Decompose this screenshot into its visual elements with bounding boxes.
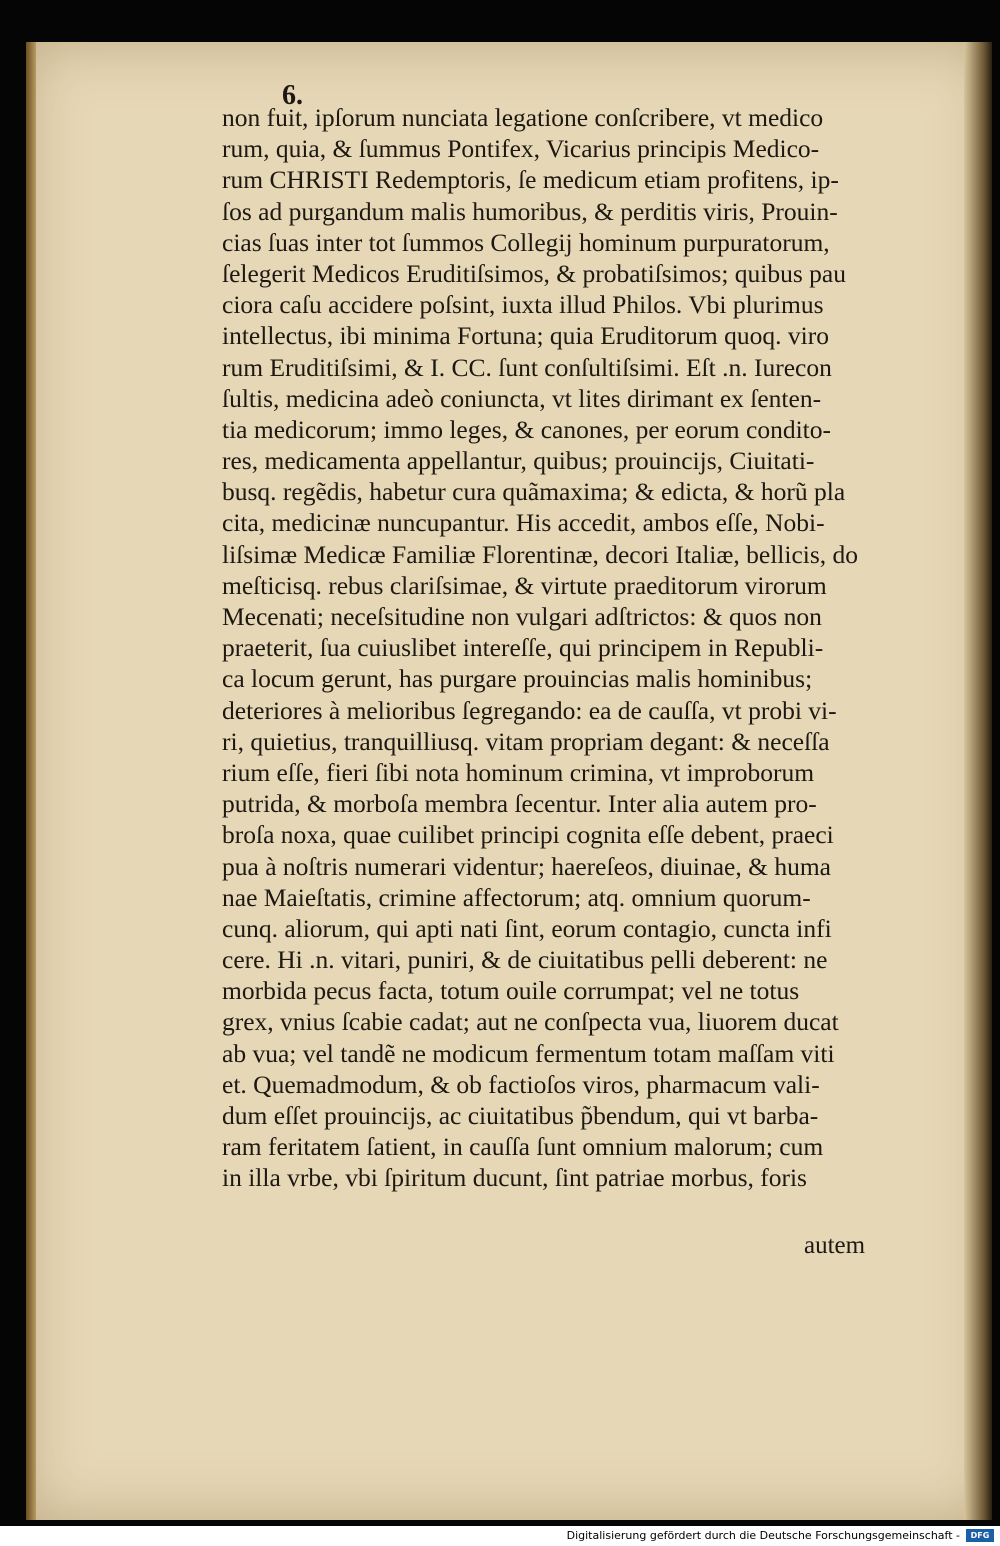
- text-line: et. Quemadmodum, & ob factioſos viros, pharmacum vali-: [222, 1069, 820, 1099]
- text-line: nae Maieſtatis, crimine affectorum; atq. omnium quorum-: [222, 882, 811, 912]
- text-line: cere. Hi .n. vitari, puniri, & de ciuitatibus pelli deberent: ne: [222, 945, 828, 975]
- text-line: ab vua; vel tandẽ ne modicum fermentum totam maſſam viti: [222, 1038, 835, 1068]
- catchword: autem: [804, 1232, 866, 1259]
- text-line: Mecenati; neceſsitudine non vulgari adſtrictos: & quos non: [222, 602, 822, 631]
- body-text: [222, 102, 942, 1194]
- text-line: putrida, & morboſa membra ſecentur. Inter alia autem pro-: [222, 789, 817, 819]
- text-line: ſultis, medicina adeò coniuncta, vt lites dirimant ex ſenten-: [222, 383, 822, 413]
- page-right-edge: [964, 42, 992, 1520]
- footer-bar: [0, 1526, 1000, 1546]
- text-line: meſticisq. rebus clariſsimae, & virtute praeditorum virorum: [222, 570, 827, 600]
- footer-credit: Digitalisierung gefördert durch die Deutsche Forschungsgemeinschaft -: [566, 1529, 960, 1542]
- text-line: rum Eruditiſsimi, & I. CC. ſunt conſultiſsimi. Eſt .n. Iurecon: [222, 352, 832, 382]
- text-line: ca locum gerunt, has purgare prouincias malis hominibus;: [222, 664, 813, 694]
- text-line: liſsimæ Medicæ Familiæ Florentinæ, decori Italiæ, bellicis, do: [222, 539, 859, 569]
- text-line: praeterit, ſua cuiuslibet intereſſe, qui principem in Republi-: [222, 633, 824, 663]
- text-line: rum, quia, & ſummus Pontifex, Vicarius principis Medico-: [222, 134, 820, 164]
- text-line: ſos ad purgandum malis humoribus, & perditis viris, Prouin-: [222, 196, 838, 226]
- text-line: ciora caſu accidere poſsint, iuxta illud Philos. Vbi plurimus: [222, 290, 824, 320]
- text-line: rum CHRISTI Redemptoris, ſe medicum etiam profitens, ip-: [222, 165, 839, 195]
- text-line: non fuit, ipſorum nunciata legatione conſcribere, vt medico: [222, 103, 824, 132]
- text-line: broſa noxa, quae cuilibet principi cognita eſſe debent, praeci: [222, 820, 834, 850]
- text-line: in illa vrbe, vbi ſpiritum ducunt, ſint patriae morbus, foris: [222, 1163, 807, 1193]
- text-line: cunq. aliorum, qui apti nati ſint, eorum contagio, cuncta infi: [222, 913, 832, 943]
- text-line: ſelegerit Medicos Eruditiſsimos, & probatiſsimos; quibus pau: [222, 258, 846, 288]
- text-line: cias ſuas inter tot ſummos Collegij hominum purpuratorum,: [222, 227, 830, 257]
- dfg-logo: DFG: [966, 1529, 994, 1542]
- text-line: dum eſſet prouincijs, ac ciuitatibus p̃bendum, qui vt barba-: [222, 1101, 819, 1130]
- text-line: deteriores à melioribus ſegregando: ea de cauſſa, vt probi vi-: [222, 695, 837, 725]
- text-line: intellectus, ibi minima Fortuna; quia Eruditorum quoq. viro: [222, 321, 829, 351]
- text-line: grex, vnius ſcabie cadat; aut ne conſpecta vua, liuorem ducat: [222, 1007, 839, 1037]
- text-line: ram feritatem ſatient, in cauſſa ſunt omnium malorum; cum: [222, 1132, 824, 1162]
- text-line: pua à noſtris numerari videntur; haereſeos, diuinae, & huma: [222, 851, 831, 881]
- page-left-edge: [26, 42, 36, 1520]
- text-line: ri, quietius, tranquilliusq. vitam propriam degant: & neceſſa: [222, 726, 830, 756]
- text-line: cita, medicinæ nuncupantur. His accedit, ambos eſſe, Nobi-: [222, 508, 825, 538]
- page-number: 6.: [282, 80, 303, 111]
- text-line: tia medicorum; immo leges, & canones, per eorum condito-: [222, 414, 831, 444]
- text-line: busq. regẽdis, habetur cura quãmaxima; & edicta, & horũ pla: [222, 477, 846, 507]
- text-line: res, medicamenta appellantur, quibus; prouincijs, Ciuitati-: [222, 446, 815, 476]
- text-line: morbida pecus facta, totum ouile corrumpat; vel ne totus: [222, 976, 800, 1006]
- text-line: rium eſſe, fieri ſibi nota hominum crimina, vt improborum: [222, 757, 815, 787]
